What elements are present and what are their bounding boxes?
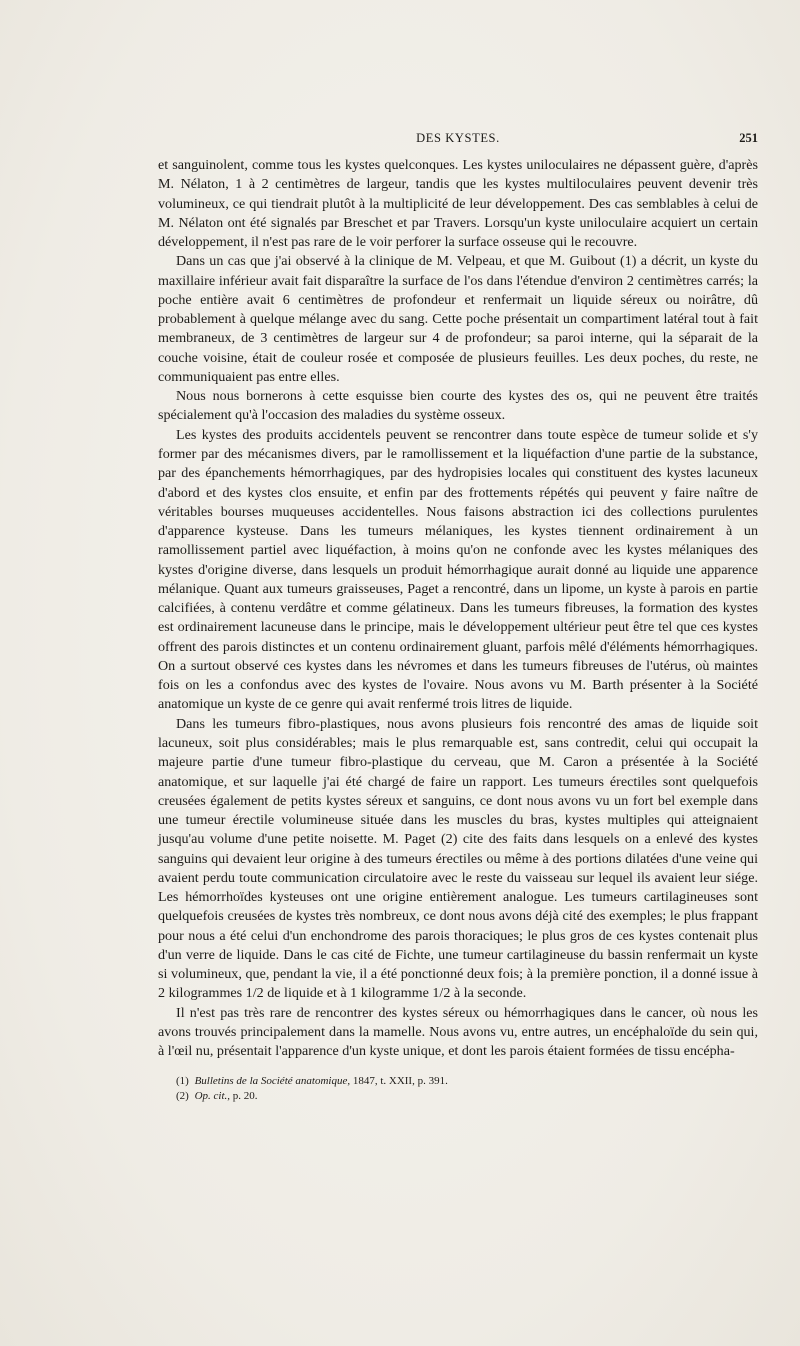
paragraph: Dans un cas que j'ai observé à la clinique de M. Velpeau, et que M. Guibout (1) a décrit, un kyste du maxillaire inférieur avait fait disparaître la surface de l'os dans l'étendue d'environ 2 centimètres carrés; la poche entière avait 6 centimètres de profondeur et renfermait un liquide séreux ou noirâtre, dû probablement à quelque mélange avec du sang. Cette poche présentait un compartiment latéral tout à fait membraneux, de 3 centimètres de largeur sur 4 de profondeur; sa paroi interne, qui la séparait de la couche voisine, était de couleur rosée et composée de plusieurs feuilles. Les deux poches, du reste, ne communiquaient pas entre elles. bbox=[158, 253, 758, 385]
footnotes bbox=[176, 1074, 736, 1104]
footnote-source: Bulletins de la Société anatomique, bbox=[194, 1075, 351, 1087]
paragraph: Nous nous bornerons à cette esquisse bien courte des kystes des os, qui ne peuvent être traités spécialement qu'à l'occasion des maladies du système osseux. bbox=[158, 388, 758, 424]
footnote-source: Op. cit., bbox=[194, 1090, 231, 1102]
footnote-detail: 1847, t. XXII, p. 391. bbox=[350, 1075, 448, 1087]
running-head-title: DES KYSTES. bbox=[416, 131, 500, 145]
footnote bbox=[176, 1074, 736, 1089]
footnote-number: (1) bbox=[176, 1075, 189, 1087]
footnote bbox=[176, 1089, 736, 1104]
page-number: 251 bbox=[739, 131, 758, 145]
paragraph: et sanguinolent, comme tous les kystes quelconques. Les kystes uniloculaires ne dépassent guère, d'après M. Nélaton, 1 à 2 centimètres de largeur, tandis que les kystes multiloculaires peuvent devenir très volumineux, ce qui tiendrait plutôt à la multiplicité de leur développement. Des cas semblables à celui de M. Nélaton ont été signalés par Breschet et par Travers. Lorsqu'un kyste uniloculaire acquiert un certain développement, il n'est pas rare de le voir perforer la surface osseuse qui le recouvre. bbox=[158, 157, 758, 251]
paragraph: Dans les tumeurs fibro-plastiques, nous avons plusieurs fois rencontré des amas de liquide soit lacuneux, soit plus considérables; mais le plus remarquable est, sans contredit, celui qui occupait la majeure partie d'une tumeur fibro-plastique du cerveau, que M. Caron a présentée à la Société anatomique, et sur laquelle j'ai été chargé de faire un rapport. Les tumeurs érectiles sont quelquefois creusées également de petits kystes séreux et sanguins, ce dont nous avons vu un fort bel exemple dans une tumeur érectile volumineuse située dans les muscles du bras, kystes multiples qui atteignaient jusqu'au volume d'une petite noisette. M. Paget (2) cite des faits dans lesquels on a enlevé des kystes sanguins qui devaient leur origine à des tumeurs érectiles ou même à des portions dilatées d'une veine qui avaient perdu toute communication circulatoire avec le reste du vaisseau sur lequel ils avaient leur siége. Les hémorrhoïdes kysteuses ont une origine entièrement analogue. Les tumeurs cartilagineuses sont quelquefois creusées de kystes très nombreux, ce dont nous avons déjà cité des exemples; le plus frappant pour nous a été celui d'un enchondrome des parois thoraciques; le plus gros de ces kystes contenait plus d'un verre de liquide. Dans le cas cité de Fichte, une tumeur cartilagineuse du bassin renfermait un kyste si volumineux, que, pendant la vie, il a été ponctionné deux fois; à la première ponction, il a donné issue à 2 kilogrammes 1/2 de liquide et à 1 kilogramme 1/2 à la seconde. bbox=[158, 715, 758, 1002]
running-head bbox=[158, 131, 758, 149]
footnote-detail: p. 20. bbox=[230, 1090, 258, 1102]
body-text bbox=[158, 156, 758, 1061]
paragraph: Les kystes des produits accidentels peuvent se rencontrer dans toute espèce de tumeur solide et s'y former par des mécanismes divers, par le ramollissement et la liquéfaction d'une partie de la substance, par des épanchements hémorrhagiques, par des hydropisies locales qui constituent des kystes lacuneux d'abord et des kystes clos ensuite, et enfin par des frottements répétés qui peuvent y faire naître de véritables bourses muqueuses accidentelles. Nous faisons abstraction ici des collections purulentes d'apparence kysteuse. Dans les tumeurs mélaniques, les kystes tiennent ordinairement à un ramollissement partiel avec liquéfaction, à moins qu'on ne confonde avec les kystes mélaniques des kystes d'origine diverse, dans lesquels un produit hémorrhagique aurait donné au liquide une apparence mélanique. Quant aux tumeurs graisseuses, Paget a rencontré, dans un lipome, un kyste à parois en partie calcifiées, à contenu verdâtre et comme gélatineux. Dans les tumeurs fibreuses, la formation des kystes est ordinairement lacuneuse dans le principe, mais le développement ultérieur peut être tel que ces kystes offrent des parois distinctes et un contenu ordinairement gluant, parfois mêlé d'éléments hémorrhagiques. On a surtout observé ces kystes dans les névromes et dans les tumeurs fibreuses de l'utérus, où maintes fois on les a confondus avec des kystes de l'ovaire. Nous avons vu M. Barth présenter à la Société anatomique un kyste de ce genre qui avait renfermé trois litres de liquide. bbox=[158, 426, 758, 713]
footnote-number: (2) bbox=[176, 1090, 189, 1102]
paragraph: Il n'est pas très rare de rencontrer des kystes séreux ou hémorrhagiques dans le cancer, où nous les avons trouvés principalement dans la mamelle. Nous avons vu, entre autres, un encéphaloïde du sein qui, à l'œil nu, présentait l'apparence d'un kyste unique, et dont les parois étaient formées de tissu encépha- bbox=[158, 1004, 758, 1060]
